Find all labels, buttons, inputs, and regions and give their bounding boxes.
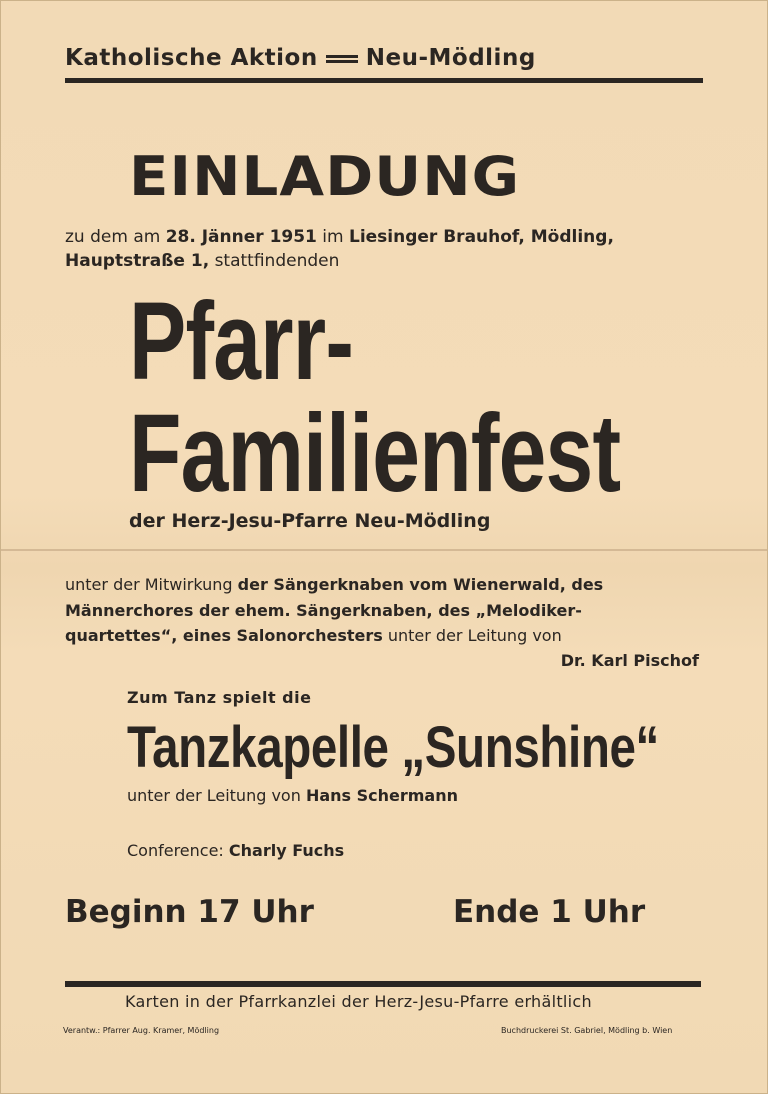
orchestra-leader (63, 651, 699, 670)
band-leader-line (127, 786, 458, 805)
band-leader-name: Hans Schermann (305, 786, 458, 805)
intro-text: zu dem am (65, 227, 166, 247)
conference-name: Charly Fuchs (228, 841, 345, 860)
footer-responsible: Verantw.: Pfarrer Aug. Kramer, Mödling (63, 1026, 220, 1035)
org-right: Neu-Mödling (365, 45, 536, 71)
footer-printer: Buchdruckerei St. Gabriel, Mödling b. Wien (501, 1026, 673, 1035)
participants-line-1 (65, 575, 701, 594)
page-title: EINLADUNG (129, 145, 521, 208)
participants-line-2 (65, 601, 701, 620)
participants-text: unter der Mitwirkung (65, 575, 238, 594)
participants-text: unter der Leitung von (382, 626, 562, 645)
participants-bold: der Sängerknaben vom Wienerwald, des (237, 575, 604, 594)
header-rule (65, 78, 703, 83)
participants-bold: quartettes“, eines Salonorchesters (65, 626, 383, 645)
fold-line (1, 549, 768, 551)
equals-separator-icon (326, 55, 358, 63)
dance-intro: Zum Tanz spielt die (127, 688, 312, 707)
ticket-info: Karten in der Pfarrkanzlei der Herz-Jesu-Pfarre erhältlich (125, 992, 592, 1011)
organization-header (65, 45, 703, 71)
intro-line-2 (65, 251, 339, 271)
conference-line (127, 841, 344, 860)
participants-bold: Männerchores der ehem. Sängerknaben, des „Melodiker- (65, 601, 582, 620)
band-name: Tanzkapelle „Sunshine“ (127, 715, 659, 780)
leader-name: Dr. Karl Pischof (560, 651, 699, 670)
event-title-line-1: Pfarr- (129, 280, 354, 403)
conference-label: Conference: (127, 841, 229, 860)
event-date: 28. Jänner 1951 (165, 227, 317, 247)
band-leader-text: unter der Leitung von (127, 786, 306, 805)
org-left: Katholische Aktion (65, 45, 318, 71)
footer-rule (65, 981, 701, 987)
event-venue: Liesinger Brauhof, Mödling, (348, 227, 614, 247)
begin-time: Beginn 17 Uhr (65, 894, 314, 930)
intro-text: im (316, 227, 349, 247)
event-address: Hauptstraße 1, (65, 251, 210, 271)
parish-subtitle: der Herz-Jesu-Pfarre Neu-Mödling (129, 510, 491, 532)
end-time: Ende 1 Uhr (453, 894, 646, 930)
intro-line-1 (65, 227, 614, 247)
participants-line-3 (65, 626, 701, 645)
intro-text: stattfindenden (209, 251, 340, 271)
event-title-line-2: Familienfest (129, 392, 621, 515)
